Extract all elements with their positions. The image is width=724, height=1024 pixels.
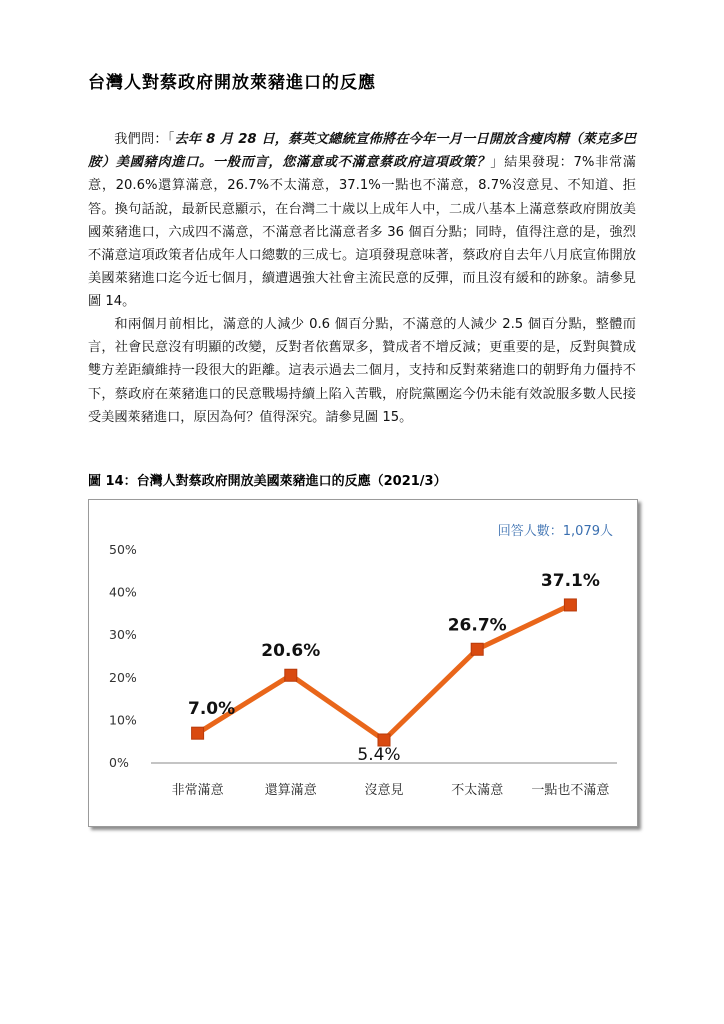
data-label: 5.4%	[357, 744, 401, 765]
x-tick-label: 還算滿意	[264, 783, 317, 798]
y-tick-label: 40%	[109, 584, 137, 600]
y-tick-label: 30%	[109, 627, 137, 643]
y-tick-label: 10%	[109, 712, 137, 728]
x-tick-label: 非常滿意	[171, 783, 224, 798]
series-line	[198, 605, 571, 740]
data-point-marker	[192, 727, 204, 739]
paragraph-2	[88, 313, 636, 429]
figure-caption: 圖 14：台灣人對蔡政府開放美國萊豬進口的反應（2021/3）	[88, 474, 447, 489]
respondent-count: 回答人數：1,079人	[497, 524, 613, 539]
page-title: 台灣人對蔡政府開放萊豬進口的反應	[88, 73, 376, 93]
data-point-marker	[471, 643, 483, 655]
paragraph-1-lead: 我們問：「	[114, 132, 175, 147]
y-tick-label: 0%	[109, 755, 129, 770]
data-label: 37.1%	[540, 570, 600, 591]
x-tick-label: 一點也不滿意	[531, 783, 610, 798]
data-label: 7.0%	[188, 699, 236, 720]
data-point-marker	[564, 599, 576, 611]
data-point-marker	[285, 669, 297, 681]
data-label: 20.6%	[261, 641, 321, 662]
paragraph-1	[88, 128, 636, 314]
y-tick-label: 20%	[109, 669, 137, 685]
chart-frame	[88, 499, 638, 827]
x-tick-label: 不太滿意	[451, 783, 504, 798]
x-tick-label: 沒意見	[364, 783, 404, 798]
survey-question: 去年 8 月 28 日，蔡英文總統宣佈將在今年一月一日開放含瘦肉精（萊克多巴胺）美國豬肉進口。一般而言，您滿意或不滿意蔡政府這項政策？	[88, 132, 636, 171]
paragraph-1-body: 」結果發現：7%非常滿意，20.6%還算滿意，26.7%不太滿意，37.1%一點也不滿意，8.7%沒意見、不知道、拒答。換句話說，最新民意顯示，在台灣二十歲以上成年人中，二成八基本上滿意蔡政府開放美國萊豬進口，六成四不滿意，不滿意者比滿意者多 36 個百分點；同時，值得注意的是，強烈不滿意這項政策者佔成年人口總數的三成七。這項發現意味著，蔡政府自去年八月底宣佈開放美國萊豬進口迄今近七個月，續遭遇強大社會主流民意的反彈，而且沒有緩和的跡象。請參見圖 14。	[88, 155, 637, 310]
data-label: 26.7%	[447, 615, 507, 636]
paragraph-2-body: 和兩個月前相比，滿意的人減少 0.6 個百分點，不滿意的人減少 2.5 個百分點，整體而言，社會民意沒有明顯的改變，反對者依舊眾多，贊成者不增反減；更重要的是，反對與贊成雙方差距續維持一段很大的距離。這表示過去二個月，支持和反對萊豬進口的朝野角力僵持不下，蔡政府在萊豬進口的民意戰場持續上陷入苦戰，府院黨團迄今仍未能有效說服多數人民接受美國萊豬進口，原因為何？值得深究。請參見圖 15。	[88, 317, 636, 425]
line-chart	[89, 500, 637, 826]
y-tick-label: 50%	[109, 542, 137, 557]
